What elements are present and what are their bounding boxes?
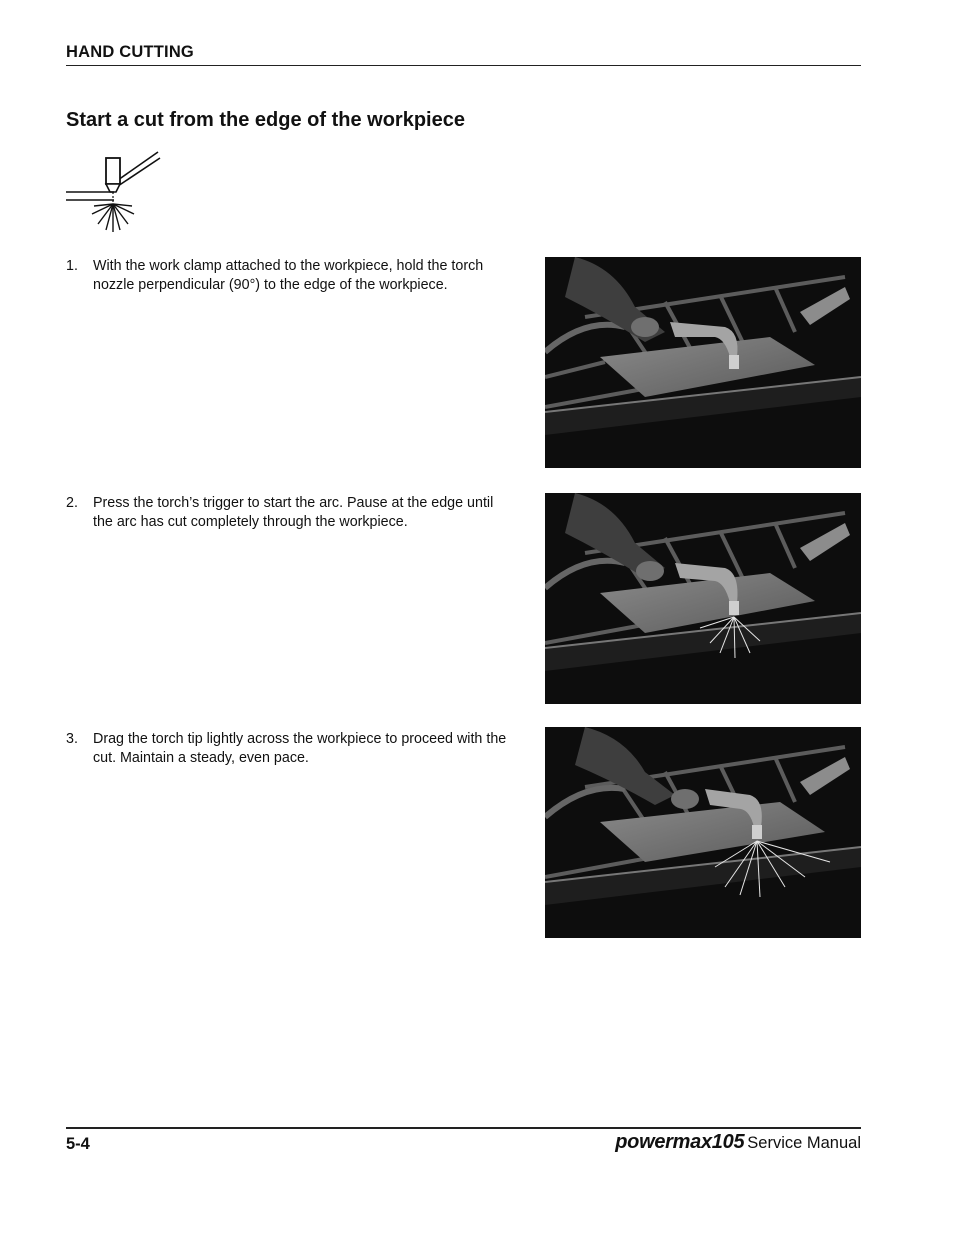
page-number: 5-4 [66,1135,90,1153]
step-1 [66,257,516,295]
step-text: Press the torch’s trigger to start the arc. Pause at the edge until the arc has cut completely through the workpiece. [93,495,494,530]
footer-rule [66,1127,861,1129]
step-text: Drag the torch tip lightly across the workpiece to proceed with the cut. Maintain a steady, even pace. [93,731,507,766]
photo-torch-at-edge [545,257,861,468]
manual-title: Service Manual [747,1134,861,1152]
page-header [66,43,861,66]
section-title: Start a cut from the edge of the workpiece [66,109,465,131]
header-title: HAND CUTTING [66,43,194,61]
photo-arc-start [545,493,861,704]
footer-brand [615,1131,861,1154]
photo-drag-cut [545,727,861,938]
step-number: 2. [66,495,78,511]
step-2 [66,494,516,532]
brand-logo: powermax105 [615,1131,745,1153]
step-3 [66,730,516,768]
step-number: 3. [66,731,78,747]
torch-edge-start-icon [66,150,162,234]
step-text: With the work clamp attached to the workpiece, hold the torch nozzle perpendicular (90°) to the edge of the workpiece. [93,258,484,293]
step-number: 1. [66,258,78,274]
